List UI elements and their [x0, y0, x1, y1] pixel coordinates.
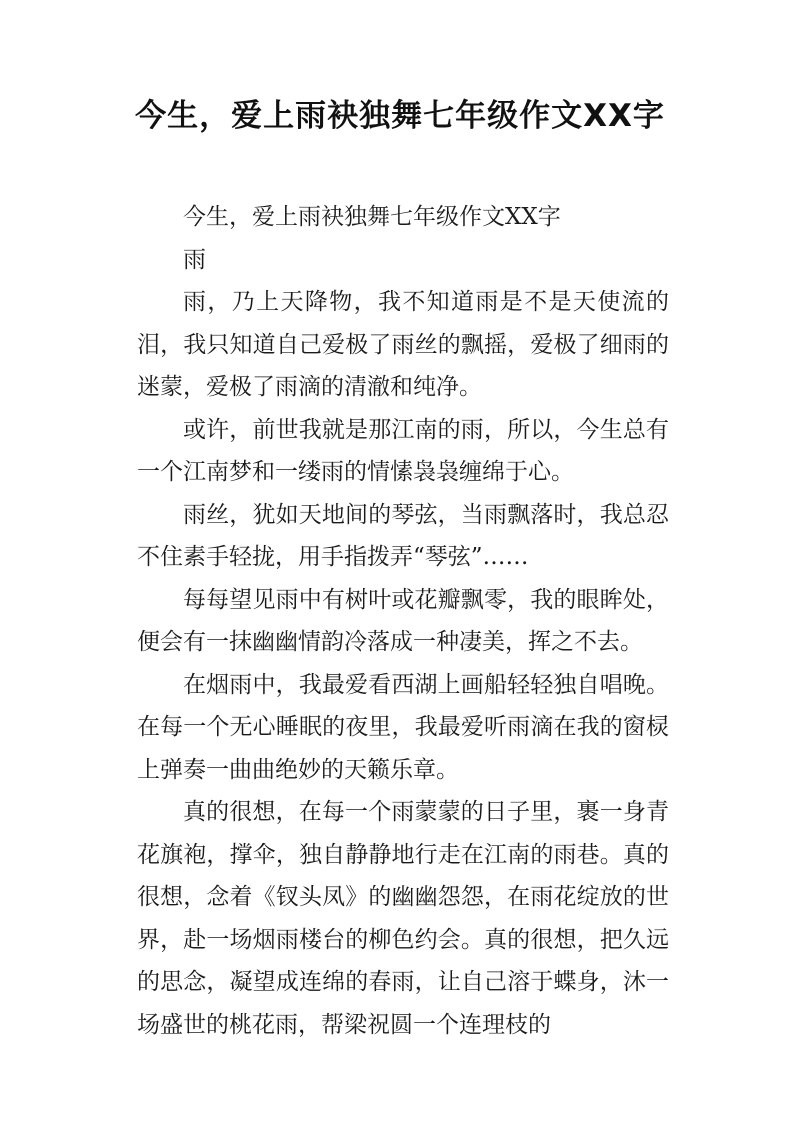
paragraph: 雨丝，犹如天地间的琴弦，当雨飘落时，我总忍不住素手轻拢，用手指拨弄“琴弦”…… — [137, 501, 669, 570]
paragraph-heading-rain: 雨 — [183, 246, 206, 273]
document-title: 今生，爱上雨袂独舞七年级作文XX字 — [135, 98, 665, 134]
paragraph: 或许，前世我就是那江南的雨，所以，今生总有一个江南梦和一缕雨的情愫袅袅缠绵于心。 — [137, 416, 669, 485]
paragraph-subtitle: 今生，爱上雨袂独舞七年级作文XX字 — [183, 204, 561, 230]
document-body — [137, 196, 669, 1046]
paragraph: 每每望见雨中有树叶或花瓣飘零，我的眼眸处，便会有一抹幽幽情韵冷落成一种凄美，挥之不去。 — [137, 586, 669, 655]
paragraph: 在烟雨中，我最爱看西湖上画船轻轻独自唱晚。在每一个无心睡眠的夜里，我最爱听雨滴在我的窗棂上弹奏一曲曲绝妙的天籁乐章。 — [137, 671, 669, 783]
paragraph: 真的很想，在每一个雨蒙蒙的日子里，裹一身青花旗袍，撑伞，独自静静地行走在江南的雨巷。真的很想，念着《钗头凤》的幽幽怨怨，在雨花绽放的世界，赴一场烟雨楼台的柳色约会。真的很想，把久远的思念，凝望成连绵的春雨，让自己溶于蝶身，沐一场盛世的桃花雨，帮梁祝圆一个连理枝的 — [137, 799, 669, 1038]
paragraph: 雨，乃上天降物，我不知道雨是不是天使流的泪，我只知道自己爱极了雨丝的飘摇，爱极了细雨的迷蒙，爱极了雨滴的清澈和纯净。 — [137, 289, 669, 400]
